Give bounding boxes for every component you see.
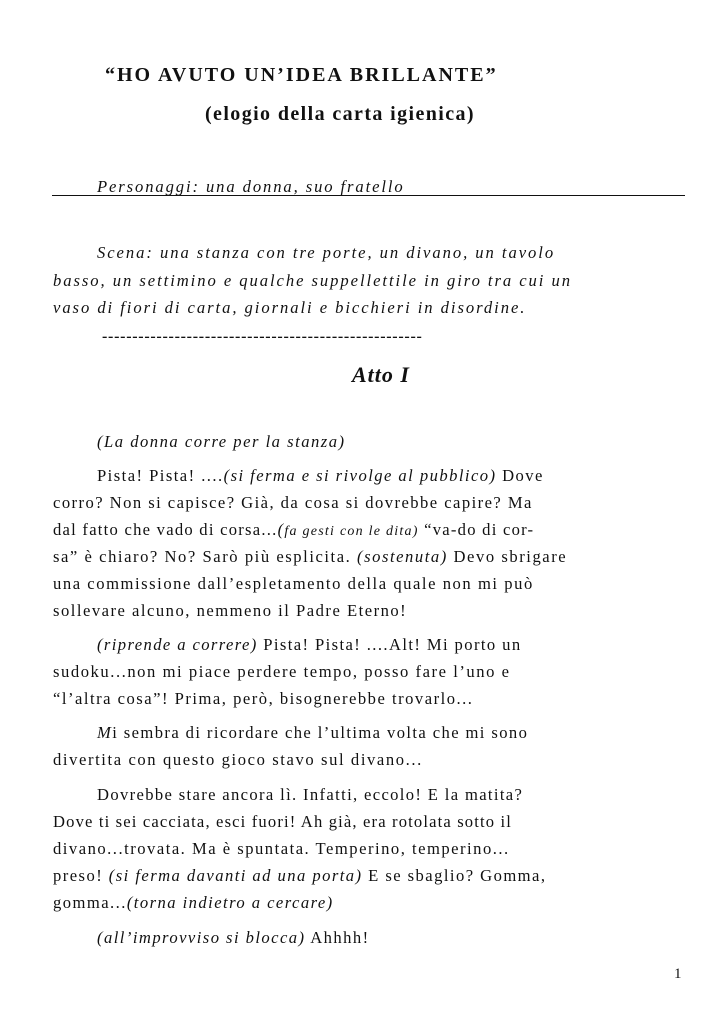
text-line: Dovrebbe stare ancora lì. Infatti, eccolo! E la matita? bbox=[97, 785, 524, 804]
subtitle: (elogio della carta igienica) bbox=[205, 103, 475, 125]
dialogue: “va-do di cor- bbox=[418, 520, 535, 539]
text-line bbox=[97, 928, 370, 948]
stage-direction: (si ferma e si rivolge al pubblico) bbox=[223, 466, 497, 485]
dialogue: Pista! Pista! .... bbox=[97, 466, 224, 485]
dialogue: i sembra di ricordare che l’ultima volta che mi sono bbox=[112, 723, 529, 742]
text-line bbox=[97, 635, 522, 655]
text-line bbox=[53, 547, 567, 567]
text-line bbox=[53, 893, 334, 913]
dialogue: gomma... bbox=[53, 893, 127, 912]
scene-description-line: Scena: una stanza con tre porte, un divano, un tavolo bbox=[97, 243, 556, 262]
dialogue: preso! bbox=[53, 866, 109, 885]
scene-description-line: vaso di fiori di carta, giornali e bicchieri in disordine. bbox=[53, 298, 527, 317]
dialogue: dal fatto che vado di corsa... bbox=[53, 520, 278, 539]
text-line: divano...trovata. Ma è spuntata. Temperino, temperino... bbox=[53, 839, 510, 858]
act-heading: Atto I bbox=[352, 362, 410, 387]
dialogue: sa” è chiaro? No? Sarò più esplicita. bbox=[53, 547, 358, 566]
stage-direction: (La donna corre per la stanza) bbox=[97, 432, 346, 451]
stage-direction: (sostenuta) bbox=[357, 547, 448, 566]
dialogue: E se sbaglio? Gomma, bbox=[362, 866, 547, 885]
dialogue: Devo sbrigare bbox=[447, 547, 568, 566]
stage-direction: (riprende a correre) bbox=[97, 635, 258, 654]
stage-direction: (torna indietro a cercare) bbox=[126, 893, 334, 912]
dialogue: Ahhhh! bbox=[305, 928, 370, 947]
text-line bbox=[53, 520, 534, 540]
horizontal-rule bbox=[52, 195, 685, 196]
characters-list: Personaggi: una donna, suo fratello bbox=[97, 177, 405, 196]
page-number: 1 bbox=[674, 966, 682, 982]
text-line: Dove ti sei cacciata, esci fuori! Ah già, era rotolata sotto il bbox=[53, 812, 513, 831]
text-line: sollevare alcuno, nemmeno il Padre Eterno! bbox=[53, 601, 408, 620]
text-line bbox=[97, 723, 528, 743]
stage-direction: ( bbox=[277, 520, 285, 539]
dashed-separator: ----------------------------------------------------- bbox=[102, 328, 423, 345]
dialogue: Pista! Pista! ....Alt! Mi porto un bbox=[257, 635, 522, 654]
text-line: corro? Non si capisce? Già, da cosa si dovrebbe capire? Ma bbox=[53, 493, 533, 512]
text-line: divertita con questo gioco stavo sul divano... bbox=[53, 750, 423, 769]
dialogue: Dove bbox=[496, 466, 544, 485]
stage-direction: fa gesti con le dita) bbox=[284, 524, 419, 539]
stage-direction: (all’improvviso si blocca) bbox=[97, 928, 306, 947]
title: “HO AVUTO UN’IDEA BRILLANTE” bbox=[105, 64, 498, 86]
text-line: una commissione dall’espletamento della quale non mi può bbox=[53, 574, 534, 593]
text-line: “l’altra cosa”! Prima, però, bisognerebbe trovarlo... bbox=[53, 689, 474, 708]
text-line: sudoku...non mi piace perdere tempo, posso fare l’uno e bbox=[53, 662, 511, 681]
stage-direction: (si ferma davanti ad una porta) bbox=[108, 866, 363, 885]
text-line bbox=[97, 466, 544, 486]
scene-description-line: basso, un settimino e qualche suppellettile in giro tra cui un bbox=[53, 271, 572, 290]
drop-letter: M bbox=[97, 723, 113, 742]
text-line bbox=[53, 866, 546, 886]
